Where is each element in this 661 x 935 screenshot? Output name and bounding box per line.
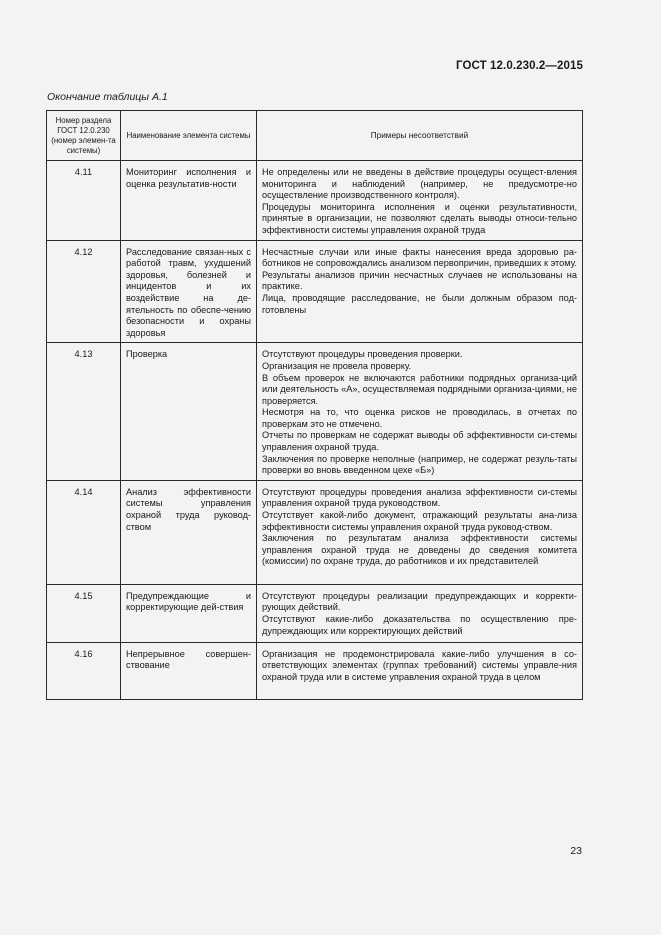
column-header-examples: Примеры несоответствий [257, 111, 583, 161]
example-text: Несмотря на то, что оценка рисков не проводилась, в отчетах по проверкам это не отмечено. [262, 407, 577, 429]
document-header-standard: ГОСТ 12.0.230.2—2015 [456, 60, 583, 72]
row-element-name: Непрерывное совершен-ствование [121, 642, 257, 699]
example-text: Несчастные случаи или иные факты нанесения вреда здоровью ра-ботников не сопровождались анализом первопричин, приведших к этому. [262, 246, 577, 269]
example-text: Отчеты по проверкам не содержат выводы об эффективности си-стемы управления охраной труда. [262, 430, 577, 453]
row-element-name: Предупреждающие и корректирующие дей-ствия [121, 584, 257, 642]
row-examples [257, 584, 583, 642]
row-examples [257, 343, 583, 481]
row-element-name: Проверка [121, 343, 257, 481]
row-element-name: Анализ эффективности системы управления охраной труда руковод-ством [121, 480, 257, 584]
row-examples [257, 240, 583, 343]
table-row [47, 642, 583, 699]
example-text: Отсутствуют какие-либо доказательства по осуществлению пре-дупреждающих или корректирующих действий [262, 614, 577, 636]
row-number: 4.16 [47, 642, 121, 699]
example-text: Отсутствует какой-либо документ, отражающий результаты ана-лиза эффективности системы управления охраной труда руковод-ством. [262, 510, 577, 532]
example-text: Организация не провела проверку. [262, 360, 412, 371]
example-text: Организация не продемонстрировала какие-либо улучшения в со-ответствующих элементах (группах требований) системы управле-ния охраной труда или в системе управления охраной труда в целом [262, 648, 577, 683]
row-number: 4.11 [47, 161, 121, 241]
row-examples [257, 480, 583, 584]
table-row [47, 240, 583, 343]
row-element-name: Расследование связан-ных с работой травм, ухудшений здоровья, болезней и инцидентов и их воздействие на де-ятельность по обеспе-чению безопасности и охраны здоровья [121, 240, 257, 343]
page-number: 23 [570, 845, 582, 857]
table-row [47, 161, 583, 241]
example-text: Отсутствуют процедуры реализации предупреждающих и корректи-рующих действий. [262, 590, 577, 613]
example-text: Результаты анализов причин несчастных случаев не использованы на практике. [262, 269, 577, 292]
row-element-name: Мониторинг исполнения и оценка результатив-ности [121, 161, 257, 241]
column-header-section-number: Номер раздела ГОСТ 12.0.230 (номер элемен-та системы) [47, 111, 121, 161]
example-text: В объем проверок не включаются работники подрядных организа-ций или деятельность «А», осуществляемая подрядными организа-циями, не проверяется. [262, 372, 577, 406]
example-text: Отсутствуют процедуры проведения проверки. [262, 349, 463, 360]
example-text: Заключения по результатам анализа эффективности системы управления охраной труда не доведены до сведения комитета (комиссии) по охране труда, до работников и их представителей [262, 533, 577, 567]
column-header-element-name: Наименование элемента системы [121, 111, 257, 161]
row-examples [257, 642, 583, 699]
row-examples [257, 161, 583, 241]
example-text: Отсутствуют процедуры проведения анализа эффективности си-стемы управления охраной труда руководством. [262, 486, 577, 509]
table-row [47, 584, 583, 642]
example-text: Не определены или не введены в действие процедуры осущест-вления мониторинга и наблюдений (например, не предусмотре-но осуществление производственного контроля). [262, 167, 577, 201]
table-row [47, 480, 583, 584]
row-number: 4.14 [47, 480, 121, 584]
row-number: 4.12 [47, 240, 121, 343]
example-text: Заключения по проверке неполные (например, не содержат резуль-таты проверки во вновь введенном цехе «Б») [262, 453, 577, 476]
table-caption: Окончание таблицы А.1 [47, 91, 168, 103]
table-header-row [47, 111, 583, 161]
example-text: Процедуры мониторинга исполнения и оценки результативности, принятые в организации, не позволяют сделать выводы относи-тельно эффективности системы управления охраной труда [262, 201, 577, 235]
nonconformity-table [46, 110, 583, 700]
example-text: Лица, проводящие расследование, не были должным образом под-готовлены [262, 292, 577, 315]
row-number: 4.15 [47, 584, 121, 642]
row-number: 4.13 [47, 343, 121, 481]
table-row [47, 343, 583, 481]
